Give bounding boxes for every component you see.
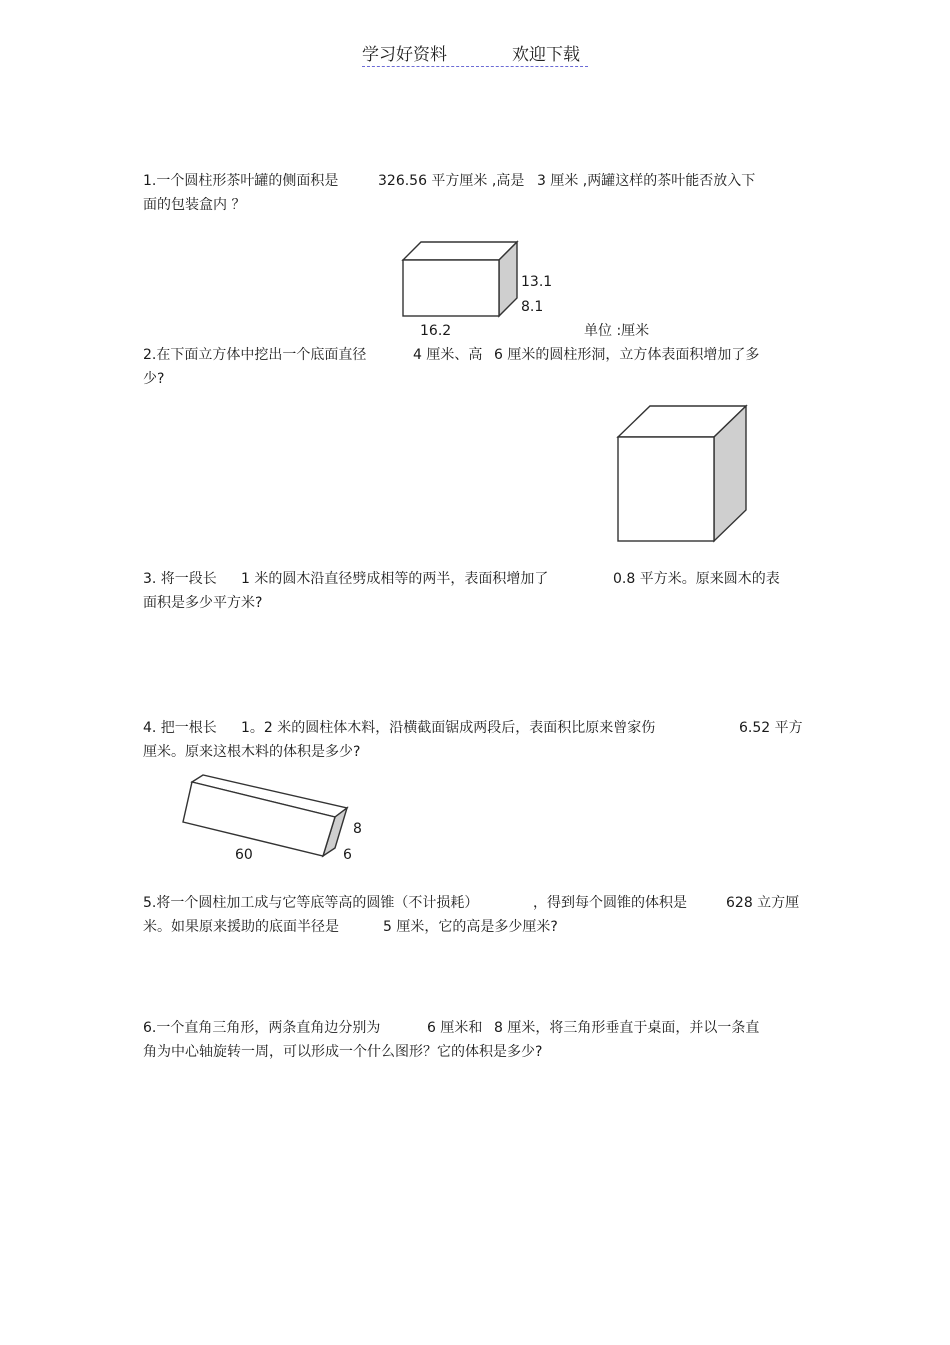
q1-box-front-face — [403, 260, 499, 316]
q4-line2: 厘米。原来这根木料的体积是多少? — [143, 744, 361, 760]
q2-cube-diagram — [615, 403, 749, 545]
q4-label-width: 6 — [343, 847, 352, 863]
q1-line1-part3: 3 厘米 ,两罐这样的茶叶能否放入下 — [537, 173, 756, 189]
q1-box-diagram — [400, 240, 522, 320]
q2-line1-part1: 2.在下面立方体中挖出一个底面直径 — [143, 347, 367, 363]
q3-line2: 面积是多少平方米? — [143, 595, 263, 611]
q1-label-length: 16.2 — [420, 323, 452, 339]
q3-line1-part1: 3. 将一段长 — [143, 571, 217, 587]
q4-prism-diagram — [180, 774, 352, 860]
q3-line1-part3: 0.8 平方米。原来圆木的表 — [613, 571, 780, 587]
header-right-text: 欢迎下载 — [512, 45, 580, 65]
q5-line1-part3: 628 立方厘 — [726, 895, 800, 911]
q6-line1-part1: 6.一个直角三角形，两条直角边分别为 — [143, 1020, 381, 1036]
q4-label-height: 8 — [353, 821, 362, 837]
q2-line1-part2: 4 厘米、高 — [413, 347, 483, 363]
q2-cube-front-face — [618, 437, 714, 541]
q4-line1-part3: 6.52 平方 — [739, 720, 803, 736]
q5-line2-part2: 5 厘米，它的高是多少厘米? — [383, 919, 558, 935]
q1-line2: 面的包装盒内 ？ — [143, 197, 246, 213]
q3-line1-part2: 1 米的圆木沿直径劈成相等的两半，表面积增加了 — [241, 571, 549, 587]
q1-unit-note: 单位 :厘米 — [584, 323, 650, 339]
q5-line2-part1: 米。如果原来援助的底面半径是 — [143, 919, 339, 935]
q6-line1-part3: 8 厘米，将三角形垂直于桌面，并以一条直 — [494, 1020, 760, 1036]
q4-label-length: 60 — [235, 847, 253, 863]
q2-line2: 少? — [143, 371, 165, 387]
q1-line1-part2: 326.56 平方厘米 ,高是 — [378, 173, 525, 189]
q1-box-top-face — [403, 242, 517, 260]
q2-line1-part3: 6 厘米的圆柱形洞，立方体表面积增加了多 — [494, 347, 760, 363]
page-header — [362, 40, 588, 67]
q1-label-height: 13.1 — [521, 274, 553, 290]
q4-line1-part1: 4. 把一根长 — [143, 720, 217, 736]
q4-line1-part2: 1。2 米的圆柱体木料，沿横截面锯成两段后，表面积比原来曾家伤 — [241, 720, 656, 736]
q6-line1-part2: 6 厘米和 — [427, 1020, 483, 1036]
q5-line1-part2: ，得到每个圆锥的体积是 — [533, 895, 687, 911]
q1-label-depth: 8.1 — [521, 299, 544, 315]
q1-line1-part1: 1.一个圆柱形茶叶罐的侧面积是 — [143, 173, 339, 189]
header-left-text: 学习好资料 — [362, 45, 447, 65]
q5-line1-part1: 5.将一个圆柱加工成与它等底等高的圆锥（不计损耗） — [143, 895, 479, 911]
q6-line2: 角为中心轴旋转一周，可以形成一个什么图形？它的体积是多少? — [143, 1044, 543, 1060]
